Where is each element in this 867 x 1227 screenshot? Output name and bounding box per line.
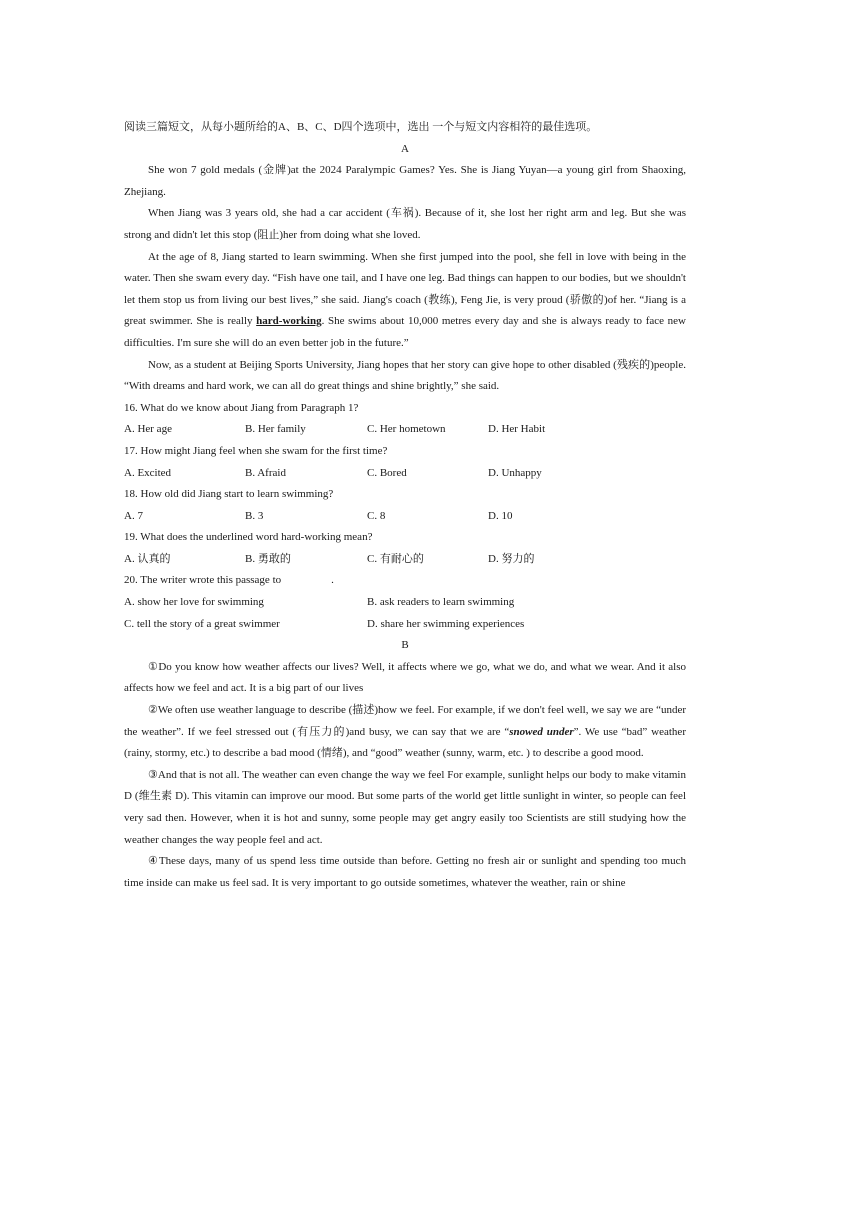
option-d[interactable]: D. Unhappy [488,466,542,479]
passage-a-paragraph-4: Now, as a student at Beijing Sports University, Jiang hopes that her story can give hope to other disabled (残疾的)people. “With dreams and hard work, we can all do great things and shine brightly,” she said. [124,358,686,393]
question-20-options-row-2 [124,614,686,636]
option-b[interactable]: B. Afraid [245,466,286,479]
underlined-word: hard-working [256,315,322,328]
option-c[interactable]: C. 8 [367,509,386,522]
passage-a-paragraph-3 [124,247,686,355]
option-b[interactable]: B. ask readers to learn swimming [367,596,515,609]
question-text-end: . [331,574,334,587]
option-d[interactable]: D. 10 [488,509,513,522]
page-content [124,117,686,894]
paragraph-text: At the age of 8, Jiang started to learn swimming. When she first jumped into the pool, she fell in love with being in the water. Then she swam every day. “Fish have one tail, and I have one leg. Bad things can happen to our bodies, but we shouldn't let them stop us from living our best lives,” she said. Jiang's coach (教练), Feng Jie, is very proud (骄傲的)of her. “Jiang is a great swimmer. She is really [124,250,686,328]
option-c[interactable]: C. Her hometown [367,423,446,436]
passage-b-paragraph-4: ④These days, many of us spend less time outside than before. Getting no fresh air or sunlight and spending too much time inside can make us feel sad. It is very important to go outside sometimes, whatever the weather, rain or shine [124,855,686,889]
option-b[interactable]: B. 3 [245,509,264,522]
passage-a-paragraph-1: She won 7 gold medals (金牌)at the 2024 Paralympic Games? Yes. She is Jiang Yuyan—a young girl from Shaoxing, Zhejiang. [124,164,686,198]
option-a[interactable]: A. 认真的 [124,552,171,565]
option-a[interactable]: A. Excited [124,466,172,479]
option-b[interactable]: B. 勇敢的 [245,552,291,565]
passage-a-paragraph-2: When Jiang was 3 years old, she had a car accident (车祸). Because of it, she lost her right arm and leg. But she was strong and didn't let this stop (阻止)her from doing what she loved. [124,207,686,241]
passage-b-heading: B [401,639,409,652]
option-d[interactable]: D. Her Habit [488,423,546,436]
option-a[interactable]: A. Her age [124,423,172,436]
passage-b-paragraph-2 [124,700,686,765]
instructions: 阅读三篇短文，从每小题所给的A、B、C、D四个选项中，选出 一个与短文内容相符的最佳选项。 [124,121,598,133]
question-19-options [124,549,686,571]
question-19-stem: 19. What does the underlined word hard-working mean? [124,531,373,544]
option-d[interactable]: D. share her swimming experiences [367,617,525,630]
question-18-stem: 18. How old did Jiang start to learn swimming? [124,488,334,501]
option-d[interactable]: D. 努力的 [488,552,535,565]
question-20-stem [124,570,686,592]
paragraph-text: ”. We use “bad” weather (rainy, stormy, etc.) to describe a bad mood (情绪), and “good” weather (sunny, warm, etc. ) to describe a good mood. [124,725,686,760]
option-a[interactable]: A. 7 [124,509,143,522]
passage-b-paragraph-3: ③And that is not all. The weather can even change the way we feel For example, sunlight helps our body to make vitamin D (维生素 D). This vitamin can improve our mood. But some parts of the world get little sunlight in winter, so people can feel very sad then. However, when it is hot and sunny, some people may get angry easily too Scientists are still studying how the weather changes the way people feel and act. [124,768,686,846]
option-c[interactable]: C. 有耐心的 [367,552,424,565]
question-text: 20. The writer wrote this passage to [124,574,282,587]
question-20-options-row-1 [124,592,686,614]
paragraph-text: ②We often use weather language to describe (描述)how we feel. For example, if we don't feel well, we say we are “under the weather”. If we feel stressed out (有压力的)and busy, we can say that we are “ [124,704,686,738]
question-18-options [124,506,686,528]
question-17-stem: 17. How might Jiang feel when she swam for the first time? [124,444,388,457]
passage-a-heading: A [401,142,409,155]
option-b[interactable]: B. Her family [245,423,306,436]
question-17-options [124,463,686,485]
question-16-options [124,419,686,441]
option-a[interactable]: A. show her love for swimming [124,596,264,609]
question-16-stem: 16. What do we know about Jiang from Paragraph 1? [124,401,359,414]
emphasized-phrase: snowed under [509,725,574,738]
paragraph-text: . She swims about 10,000 metres every day and she is always ready to face new difficulties. I'm sure she will do an even better job in the future.” [124,315,686,349]
option-c[interactable]: C. Bored [367,466,407,479]
passage-b-paragraph-1: ①Do you know how weather affects our lives? Well, it affects where we go, what we do, and what we wear. And it also affects how we feel and act. It is a big part of our lives [124,660,686,695]
option-c[interactable]: C. tell the story of a great swimmer [124,617,280,630]
